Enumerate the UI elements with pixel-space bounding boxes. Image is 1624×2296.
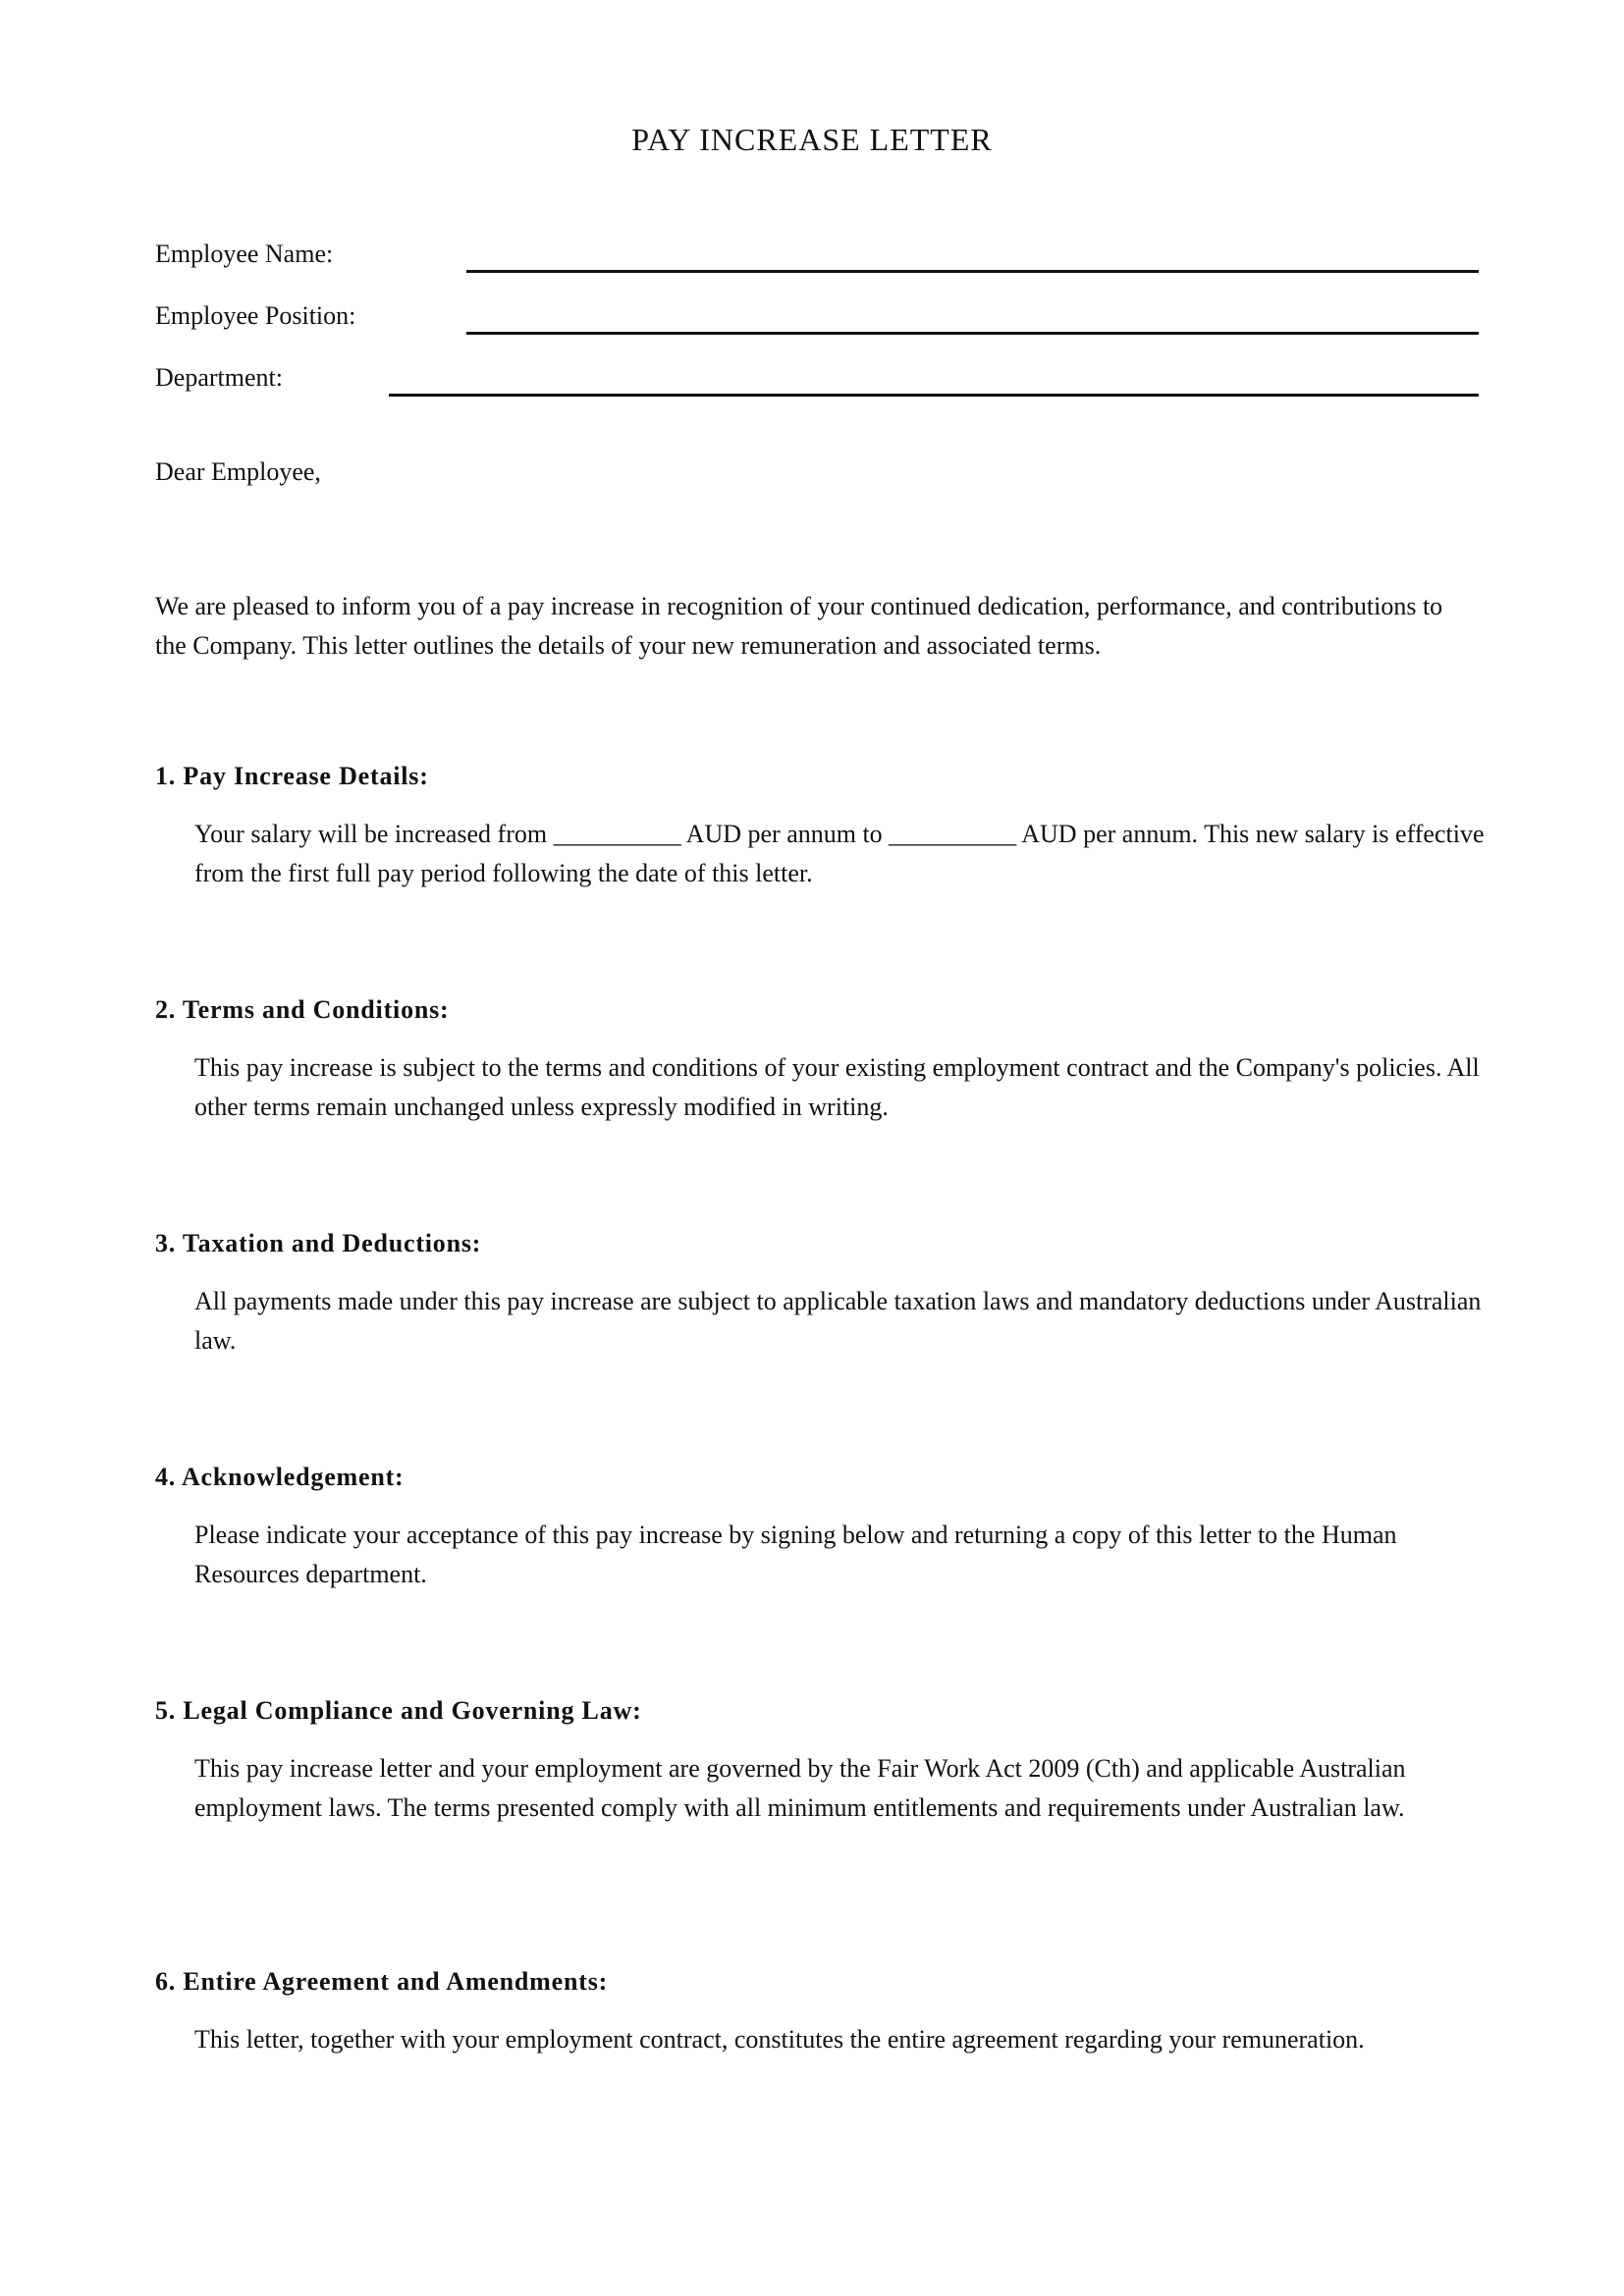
employee-name-field[interactable] (466, 270, 1479, 273)
department-row (155, 361, 1479, 404)
department-field[interactable] (389, 394, 1479, 397)
section-heading: 6. Entire Agreement and Amendments: (155, 1967, 609, 1996)
employee-position-row (155, 299, 1479, 343)
section-body: Please indicate your acceptance of this pay increase by signing below and returning a copy of this letter to the Human Resources department. (194, 1521, 1397, 1588)
section-heading: 2. Terms and Conditions: (155, 995, 450, 1024)
section-heading: 3. Taxation and Deductions: (155, 1229, 482, 1257)
employee-position-label: Employee Position: (155, 301, 356, 330)
section-entire-agreement (155, 1965, 1490, 2059)
department-label: Department: (155, 363, 283, 392)
section-terms-and-conditions (155, 993, 1490, 1127)
section-taxation-and-deductions (155, 1227, 1490, 1361)
section-heading: 1. Pay Increase Details: (155, 762, 429, 790)
employee-name-row (155, 238, 1479, 281)
section-legal-compliance (155, 1694, 1490, 1828)
employee-position-field[interactable] (466, 332, 1479, 335)
section-acknowledgement (155, 1461, 1490, 1594)
section-body: This pay increase letter and your employment are governed by the Fair Work Act 2009 (Cth) and applicable Australian employment laws. The terms presented comply with all minimum entitlements and requirements under Australian law. (194, 1754, 1406, 1822)
section-body: Your salary will be increased from __________ AUD per annum to __________ AUD per annum. This new salary is effective from the first full pay period following the date of this letter. (194, 820, 1485, 887)
section-body: This pay increase is subject to the terms and conditions of your existing employment contract and the Company's policies. All other terms remain unchanged unless expressly modified in writing. (194, 1053, 1480, 1121)
section-pay-increase-details (155, 760, 1490, 893)
section-heading: 5. Legal Compliance and Governing Law: (155, 1696, 642, 1725)
section-body: All payments made under this pay increase are subject to applicable taxation laws and mandatory deductions under Australian law. (194, 1287, 1482, 1355)
section-body: This letter, together with your employment contract, constitutes the entire agreement regarding your remuneration. (194, 2025, 1365, 2054)
page-title: PAY INCREASE LETTER (631, 122, 993, 157)
section-heading: 4. Acknowledgement: (155, 1463, 405, 1491)
intro-paragraph: We are pleased to inform you of a pay increase in recognition of your continued dedication, performance, and contributions to the Company. This letter outlines the details of your new remuneration and associated terms. (155, 592, 1443, 660)
employee-name-label: Employee Name: (155, 240, 334, 268)
greeting: Dear Employee, (155, 457, 321, 486)
